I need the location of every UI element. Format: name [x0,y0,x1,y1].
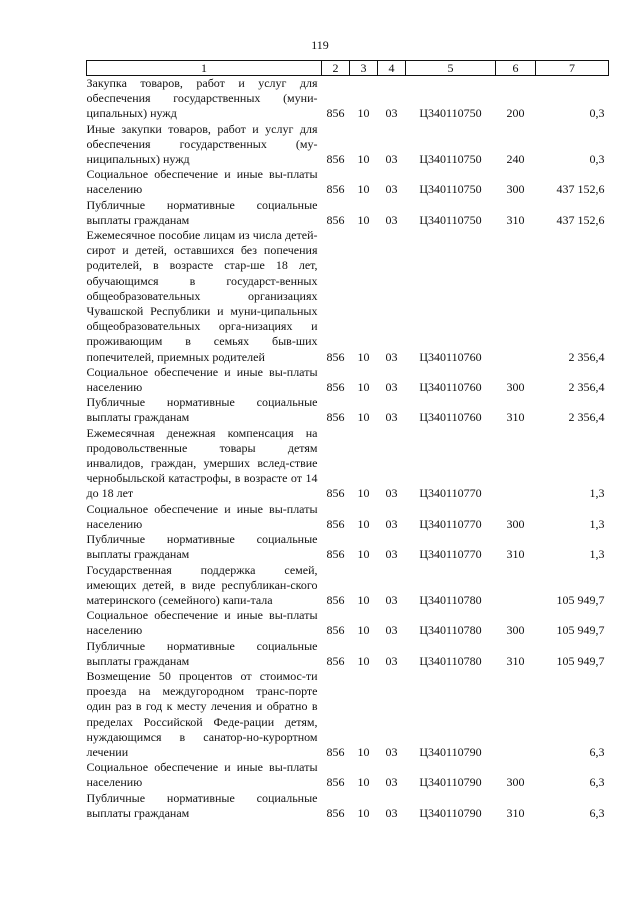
table-header [87,61,609,76]
table-row [87,395,609,425]
row-expense-type-code [496,426,536,502]
row-description: Иные закупки товаров, работ и услуг для обеспечения государственных (му-ниципальных) нужд [86,121,318,167]
row-expense-type-code: 240 [506,152,525,167]
row-amount: 1,3 [589,547,605,562]
table-row [87,532,609,562]
row-target-article-code: Ц340110750 [419,152,482,167]
row-amount: 2 356,4 [568,349,605,364]
row-subsection-code: 03 [385,623,398,638]
row-ministry-code: 856 [326,380,345,395]
row-section-code: 10 [357,410,370,425]
row-expense-type-code: 310 [506,547,525,562]
row-section-code: 10 [357,592,370,607]
row-target-article-code: Ц340110790 [419,775,482,790]
row-amount: 2 356,4 [568,380,605,395]
row-expense-type-code: 310 [506,212,525,227]
row-description: Публичные нормативные социальные выплаты гражданам [86,790,318,820]
header-row [87,61,609,76]
row-description: Публичные нормативные социальные выплаты гражданам [86,197,318,227]
row-expense-type-code: 200 [506,106,525,121]
row-target-article-code: Ц340110770 [419,516,482,531]
row-ministry-code: 856 [326,106,345,121]
row-description: Социальное обеспечение и иные вы-платы населению [86,501,318,531]
row-description: Публичные нормативные социальные выплаты гражданам [86,638,318,668]
header-col-7: 7 [536,61,609,76]
row-target-article-code: Ц340110770 [419,486,482,501]
row-subsection-code: 03 [385,592,398,607]
row-ministry-code: 856 [326,486,345,501]
row-subsection-code: 03 [385,805,398,820]
row-description: Публичные нормативные социальные выплаты гражданам [86,395,318,425]
row-target-article-code: Ц340110750 [419,212,482,227]
row-subsection-code: 03 [385,653,398,668]
table-row [87,563,609,609]
row-expense-type-code: 300 [506,516,525,531]
row-description: Социальное обеспечение и иные вы-платы населению [86,608,318,638]
row-amount: 437 152,6 [556,182,605,197]
table-row [87,639,609,669]
row-section-code: 10 [357,106,370,121]
row-section-code: 10 [357,653,370,668]
row-subsection-code: 03 [385,349,398,364]
row-expense-type-code [496,563,536,609]
table-body [87,76,609,821]
row-subsection-code: 03 [385,410,398,425]
row-section-code: 10 [357,212,370,227]
row-description: Социальное обеспечение и иные вы-платы населению [86,364,318,395]
row-target-article-code: Ц340110760 [419,349,482,364]
row-expense-type-code: 310 [506,410,525,425]
row-section-code: 10 [357,744,370,759]
header-col-6: 6 [496,61,536,76]
row-subsection-code: 03 [385,152,398,167]
row-description: Закупка товаров, работ и услуг для обеспечения государственных (муни-ципальных) нужд [86,76,318,121]
row-description: Государственная поддержка семей, имеющих детей, в виде республикан-ского материнского (семейного) капи-тала [86,562,318,607]
row-expense-type-code: 300 [506,775,525,790]
table-row [87,228,609,365]
row-ministry-code: 856 [326,516,345,531]
row-subsection-code: 03 [385,744,398,759]
row-subsection-code: 03 [385,486,398,501]
row-target-article-code: Ц340110750 [419,106,482,121]
row-subsection-code: 03 [385,106,398,121]
row-ministry-code: 856 [326,547,345,562]
row-ministry-code: 856 [326,152,345,167]
row-target-article-code: Ц340110780 [419,623,482,638]
table-row [87,608,609,638]
row-expense-type-code: 300 [506,380,525,395]
row-ministry-code: 856 [326,805,345,820]
row-ministry-code: 856 [326,744,345,759]
header-col-4: 4 [378,61,406,76]
row-target-article-code: Ц340110760 [419,410,482,425]
row-section-code: 10 [357,380,370,395]
row-ministry-code: 856 [326,410,345,425]
row-ministry-code: 856 [326,775,345,790]
table-row [87,122,609,168]
row-expense-type-code: 300 [506,182,525,197]
row-amount: 0,3 [589,152,605,167]
row-section-code: 10 [357,349,370,364]
row-target-article-code: Ц340110760 [419,380,482,395]
row-description: Ежемесячная денежная компенсация на продовольственные товары детям инвалидов, граждан, умерших вслед-ствие чернобыльской катастрофы, в возрасте от 14 до 18 лет [86,425,318,501]
row-target-article-code: Ц340110780 [419,592,482,607]
budget-table [86,60,609,821]
row-section-code: 10 [357,623,370,638]
row-ministry-code: 856 [326,653,345,668]
table-row [87,502,609,532]
table-row [87,669,609,760]
row-section-code: 10 [357,805,370,820]
row-target-article-code: Ц340110790 [419,805,482,820]
row-expense-type-code: 310 [506,653,525,668]
row-section-code: 10 [357,547,370,562]
row-section-code: 10 [357,516,370,531]
row-subsection-code: 03 [385,516,398,531]
row-description: Возмещение 50 процентов от стоимос-ти проезда на междугородном транс-порте один раз в год к месту лечения и обратно в пределах Российской Феде-рации детям, нуждающимся в санатор-но-курортном лечении [86,668,318,759]
row-target-article-code: Ц340110750 [419,182,482,197]
row-description: Социальное обеспечение и иные вы-платы населению [86,167,318,197]
row-section-code: 10 [357,152,370,167]
row-ministry-code: 856 [326,349,345,364]
table-row [87,76,609,122]
row-subsection-code: 03 [385,380,398,395]
row-amount: 6,3 [589,744,605,759]
row-amount: 105 949,7 [556,592,605,607]
row-expense-type-code [496,669,536,760]
row-ministry-code: 856 [326,623,345,638]
row-amount: 1,3 [589,486,605,501]
header-col-3: 3 [350,61,378,76]
row-amount: 437 152,6 [556,212,605,227]
row-subsection-code: 03 [385,775,398,790]
table-row [87,791,609,821]
row-target-article-code: Ц340110770 [419,547,482,562]
row-target-article-code: Ц340110780 [419,653,482,668]
row-section-code: 10 [357,775,370,790]
table-row [87,426,609,502]
row-amount: 105 949,7 [556,653,605,668]
table-row [87,198,609,228]
table-row [87,760,609,790]
row-expense-type-code: 300 [506,623,525,638]
row-amount: 6,3 [589,805,605,820]
row-description: Публичные нормативные социальные выплаты гражданам [86,532,318,562]
row-target-article-code: Ц340110790 [419,744,482,759]
header-col-1: 1 [87,61,322,76]
row-amount: 2 356,4 [568,410,605,425]
table-row [87,167,609,197]
row-amount: 105 949,7 [556,623,605,638]
row-subsection-code: 03 [385,182,398,197]
row-subsection-code: 03 [385,212,398,227]
table-row [87,365,609,395]
row-amount: 0,3 [589,106,605,121]
row-amount: 1,3 [589,516,605,531]
row-expense-type-code [496,228,536,365]
row-ministry-code: 856 [326,182,345,197]
row-amount: 6,3 [589,775,605,790]
row-section-code: 10 [357,182,370,197]
row-subsection-code: 03 [385,547,398,562]
row-section-code: 10 [357,486,370,501]
page-number: 119 [311,38,329,52]
row-description: Социальное обеспечение и иные вы-платы населению [86,760,318,790]
header-col-2: 2 [322,61,350,76]
row-ministry-code: 856 [326,592,345,607]
row-ministry-code: 856 [326,212,345,227]
row-description: Ежемесячное пособие лицам из числа детей-сирот и детей, оставшихся без попечения родителей, в возрасте стар-ше 18 лет, обучающимся в государст-венных общеобразовательных организациях Чувашской Республики и муни-ципальных общеобразовательных орга-низациях и проживающим в семьях быв-ших попечителей, приемных родителей [86,228,318,364]
row-expense-type-code: 310 [506,805,525,820]
header-col-5: 5 [406,61,496,76]
